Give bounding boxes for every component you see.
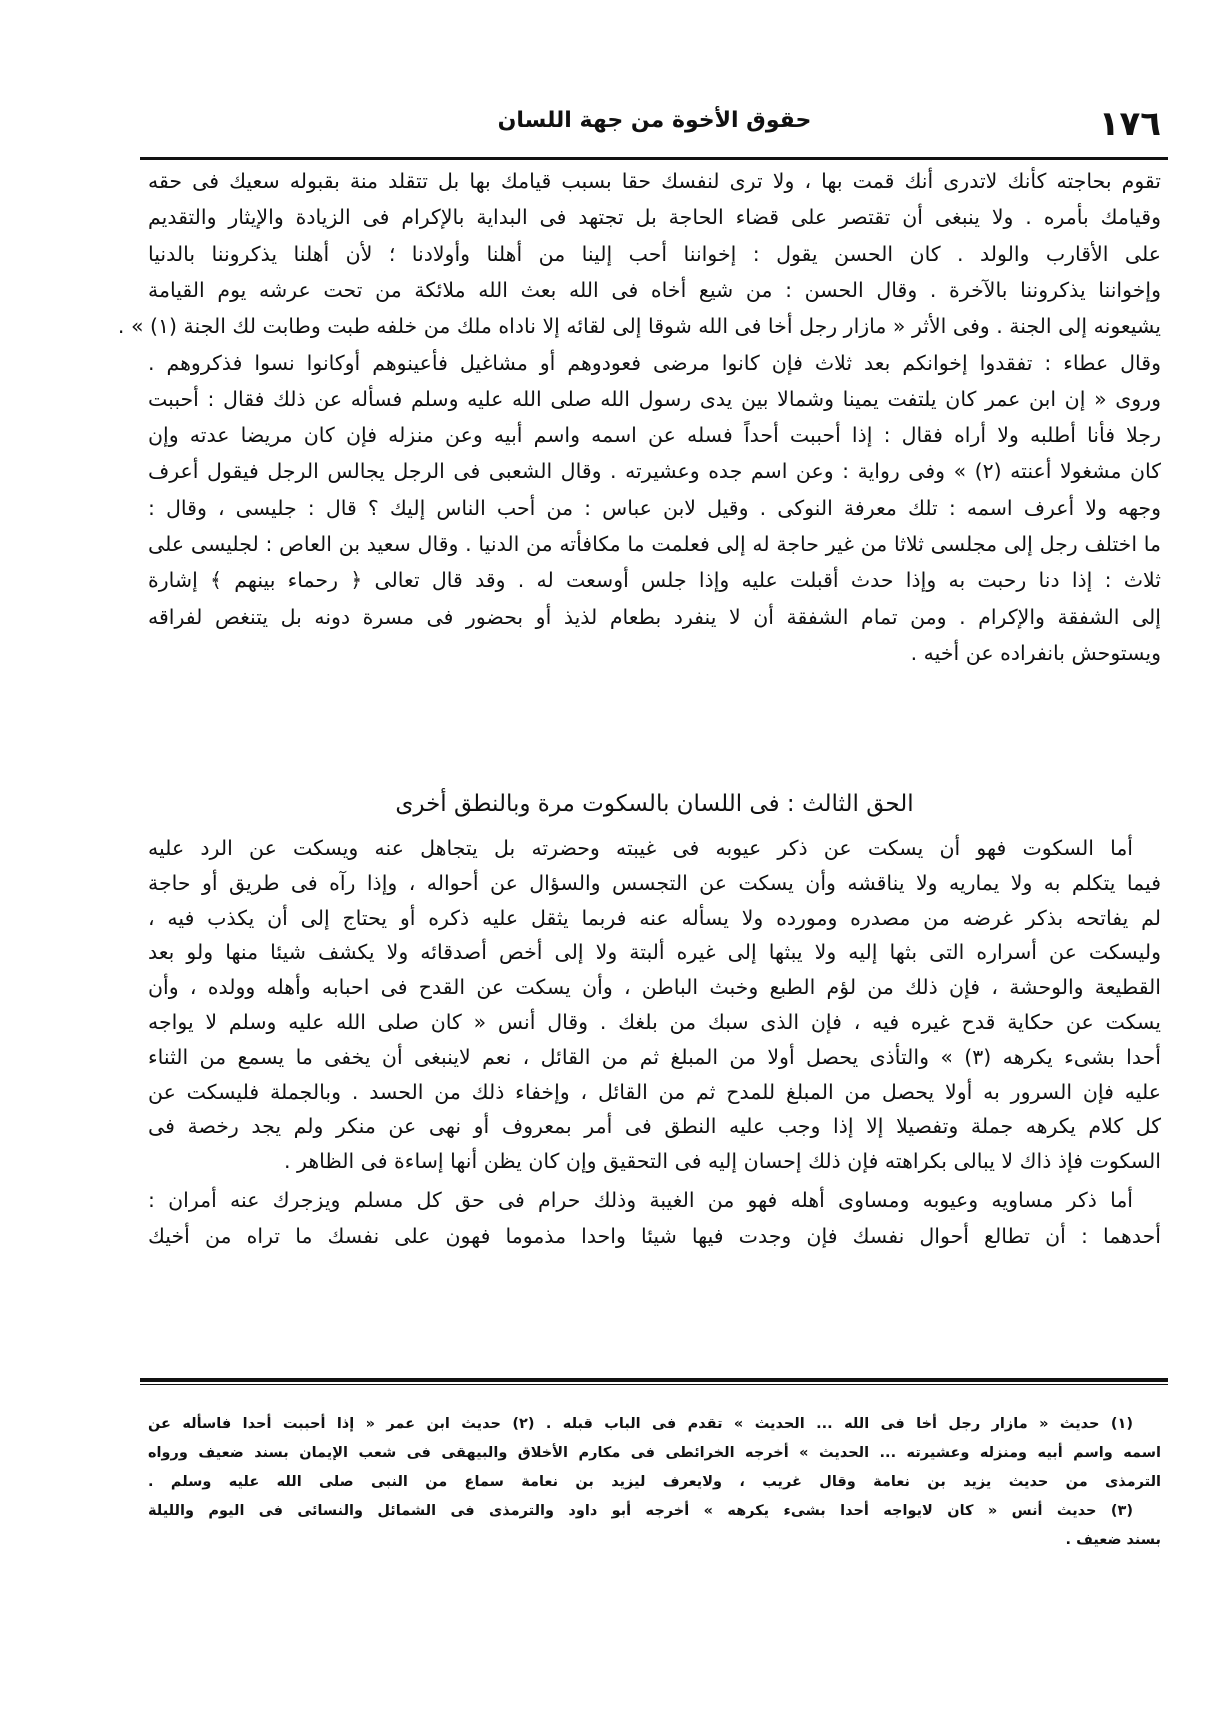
text-line: يسكت عن حكاية قدح غيره فيه ، فإن الذى سبك من بلغك . وقال أنس « كان صلى الله عليه وسلم لا يواجه <box>148 1010 1161 1034</box>
footnote-rule-thin <box>140 1384 1168 1385</box>
text-line: أما ذكر مساويه وعيوبه ومساوى أهله فهو من الغيبة وذلك حرام فى حق كل مسلم ويزجرك عنه أمران : <box>148 1188 1133 1212</box>
text-line: وقال عطاء : تفقدوا إخوانكم بعد ثلاث فإن كانوا مرضى فعودوهم أو مشاغيل فأعينوهم أوكانوا نسوا فذكروهم . <box>148 350 1161 375</box>
text-line: فيما يتكلم به ولا يماريه ولا يناقشه وأن يسكت عن التجسس والسؤال عن أحواله ، وإذا رآه فى طريق أو حاجة <box>148 870 1161 895</box>
page-header <box>148 104 1161 148</box>
text-line: وإخواننا يذكروننا بالآخرة . وقال الحسن : من شيع أخاه فى الله بعث الله ملائكة من تحت عرشه يوم القيامة <box>148 277 1161 302</box>
footnote-rule <box>140 1378 1168 1382</box>
text-line: وجهه ولا أعرف اسمه : تلك معرفة النوكى . وقيل لابن عباس : من أحب الناس إليك ؟ قال : جليسى ، وقال : <box>148 495 1161 520</box>
text-line: تقوم بحاجته كأنك لاتدرى أنك قمت بها ، ولا ترى لنفسك حقا بسبب قيامك بها بل تتقلد منة بقبوله سعيك فى حقه <box>148 169 1161 193</box>
text-line: أحدا بشىء يكرهه (٣) » والتأذى يحصل أولا من المبلغ ثم من القائل ، نعم لاينبغى أن يخفى ما يسمع من الثناء <box>148 1044 1162 1069</box>
text-line: وقيامك بأمره . ولا ينبغى أن تقتصر على قضاء الحاجة بل تجتهد فى البداية بالإكرام فى الزيادة والإيثار والتقديم <box>148 205 1161 230</box>
page-number: ١٧٦ <box>1098 104 1161 144</box>
text-line: القطيعة والوحشة ، فإن ذلك من لؤم الطبع وخبث الباطن ، وأن يسكت عن القدح فى احبابه وأهله وولده ، وأن <box>148 975 1161 1000</box>
footnote-line: اسمه واسم أبيه ومنزله وعشيرته ... الحديث » أخرجه الخرائطى فى مكارم الأخلاق والبيهقى فى شعب الإيمان بسند ضعيف ورواه <box>148 1445 1161 1461</box>
text-line: وليسكت عن أسراره التى بثها إليه ولا يبثها إلى غيره ألبتة ولا إلى أخص أصدقائه ولا يكشف شيئا منها ولو بعد <box>148 940 1161 965</box>
text-line: يشيعونه إلى الجنة . وفى الأثر « مازار رجل أخا فى الله شوقا إلى لقائه إلا ناداه ملك من خلفه طبت وطابت لك الجنة (١) » . <box>117 314 1161 339</box>
text-line: على الأقارب والولد . كان الحسن يقول : إخواننا أحب إلينا من أهلنا وأولادنا ؛ لأن أهلنا يذكروننا بالدنيا <box>148 241 1161 266</box>
text-line: إلى الشفقة والإكرام . ومن تمام الشفقة أن لا ينفرد بطعام لذيذ أو بحضور فى مسرة دونه بل يتنغص لفراقه <box>148 604 1161 629</box>
header-rule <box>140 157 1168 160</box>
text-line: ثلاث : إذا دنا رحبت به وإذا حدث أقبلت عليه وإذا جلس أوسعت له . وقد قال تعالى ﴿ رحماء بينهم ﴾ إشارة <box>148 568 1161 593</box>
section-heading: الحق الثالث : فى اللسان بالسكوت مرة وبالنطق أخرى <box>395 791 914 817</box>
running-title: حقوق الأخوة من جهة اللسان <box>497 108 812 133</box>
text-line: وروى « إن ابن عمر كان يلتفت يمينا وشمالا بين يدى رسول الله صلى الله عليه وسلم فسأله عن ذلك فقال : أحببت <box>148 386 1161 411</box>
text-line: أما السكوت فهو أن يسكت عن ذكر عيوبه فى غيبته وحضرته بل يتجاهل عنه ويسكت عن الرد عليه <box>148 836 1133 860</box>
footnote-line: الترمذى من حديث يزيد بن نعامة وقال غريب ، ولايعرف ليزيد بن نعامة سماع من النبى صلى الله عليه وسلم . <box>148 1474 1161 1490</box>
text-line: لم يفاتحه بذكر غرضه من مصدره ومورده ولا يسأله عنه فربما يثقل عليه ذكره أو يحتاج إلى أن يكذب فيه ، <box>148 905 1161 930</box>
text-line: ما اختلف رجل إلى مجلسى ثلاثا من غير حاجة له إلى فعلمت ما مكافأته من الدنيا . وقال سعيد بن العاص : لجليسى على <box>148 532 1161 556</box>
footnote-line: بسند ضعيف . <box>1065 1532 1161 1548</box>
footnote-line: (٣) حديث أنس « كان لايواجه أحدا بشىء يكرهه » أخرجه أبو داود والترمذى فى الشمائل والنسائى فى اليوم والليلة <box>148 1503 1133 1519</box>
text-line: السكوت فإذ ذاك لا يبالى بكراهته فإن ذلك إحسان إليه فى التحقيق وإن كان يظن أنها إساءة فى الظاهر . <box>283 1149 1161 1174</box>
footnote-line: (١) حديث « مازار رجل أخا فى الله ... الحديث » تقدم فى الباب قبله . (٢) حديث ابن عمر « إذا أحببت أحدا فاسأله عن <box>148 1416 1133 1432</box>
text-line: ويستوحش بانفراده عن أخيه . <box>910 640 1161 665</box>
text-line: كل كلام يكرهه جملة وتفصيلا إلا إذا وجب عليه النطق فى أمر بمعروف أو نهى عن منكر ولم يجد رخصة فى <box>148 1114 1161 1139</box>
text-line: كان مشغولا أعنته (٢) » وفى رواية : وعن اسم جده وعشيرته . وقال الشعبى فى الرجل يجالس الرجل فيقول أعرف <box>148 459 1162 484</box>
text-line: رجلا فأنا أطلبه ولا أراه فقال : إذا أحببت أحداً فسله عن اسمه واسم أبيه وعن منزله فإن كان مريضا عدته وإن <box>148 423 1161 448</box>
text-line: أحدهما : أن تطالع أحوال نفسك فإن وجدت فيها شيئا واحدا مذموما فهون على نفسك ما تراه من أخيك <box>148 1224 1161 1248</box>
text-line: عليه فإن السرور به أولا يحصل من المبلغ للمدح ثم من القائل ، وإخفاء ذلك من الحسد . وبالجملة فليسكت عن <box>148 1079 1161 1104</box>
